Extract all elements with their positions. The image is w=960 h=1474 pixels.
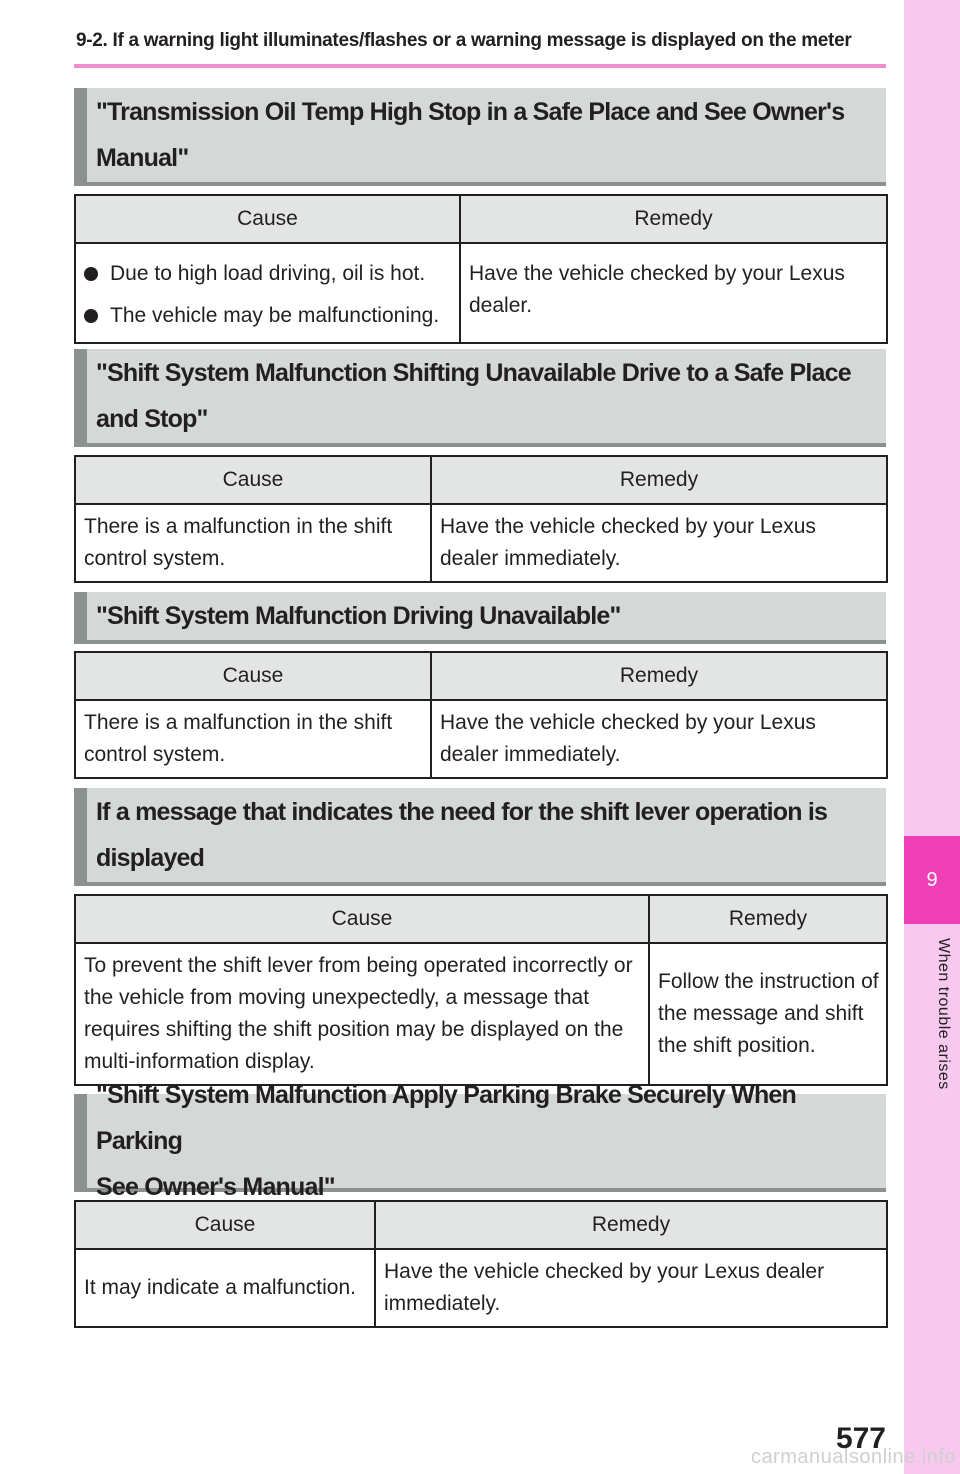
running-header: 9-2. If a warning light illuminates/flashes or a warning message is displayed on the meter [76,30,852,51]
section-heading-driving-unavailable [74,592,886,644]
cause-header: Cause [75,1201,375,1249]
cause-cell: It may indicate a malfunction. [75,1249,375,1327]
bullet-icon [84,309,98,323]
watermark: carmanualsonline.info [750,1446,956,1468]
chapter-side-tab [904,0,960,1474]
section-heading-apply-parking-brake [74,1081,886,1201]
cause-header: Cause [75,895,649,943]
heading-line: See Owner's Manual" [96,1173,335,1201]
heading-line: "Transmission Oil Temp High Stop in a Safe Place and See Owner's [96,98,845,126]
remedy-cell: Have the vehicle checked by your Lexus dealer immediately. [431,504,887,582]
remedy-header: Remedy [431,652,887,700]
cause-header: Cause [75,456,431,504]
remedy-header: Remedy [649,895,887,943]
table-header-row [75,456,887,504]
section-heading-transmission-oil [74,88,886,186]
cause-cell: To prevent the shift lever from being operated incorrectly or the vehicle from moving unexpectedly, a message that requires shifting the shift position may be displayed on the multi-information display. [75,943,649,1085]
cause-remedy-table-shifting-unavailable [74,455,888,583]
cause-remedy-table-shift-lever-message [74,894,888,1086]
cause-cell [75,243,460,343]
cause-text: Due to high load driving, oil is hot. [110,262,426,285]
bullet-icon [84,267,98,281]
remedy-header: Remedy [375,1201,887,1249]
cause-header: Cause [75,195,460,243]
table-header-row [75,895,887,943]
table-row [75,504,887,582]
heading-line: Manual" [96,144,189,172]
cause-remedy-table-transmission-oil [74,194,888,344]
cause-header: Cause [75,652,431,700]
section-heading-shift-lever-message [74,788,886,886]
table-header-row [75,1201,887,1249]
heading-line: "Shift System Malfunction Shifting Unavailable Drive to a Safe Place [96,359,851,387]
chapter-label: When trouble arises [935,938,952,1090]
heading-line: If a message that indicates the need for the shift lever operation is [96,798,828,826]
list-item [82,300,452,332]
table-row [75,243,887,343]
table-row [75,1249,887,1327]
heading-line: "Shift System Malfunction Driving Unavailable" [96,602,621,630]
table-row [75,700,887,778]
remedy-header: Remedy [431,456,887,504]
remedy-cell: Have the vehicle checked by your Lexus dealer. [460,243,887,343]
table-header-row [75,652,887,700]
table-header-row [75,195,887,243]
heading-line: displayed [96,844,205,872]
remedy-cell: Follow the instruction of the message and shift the shift position. [649,943,887,1085]
remedy-header: Remedy [460,195,887,243]
section-heading-shifting-unavailable [74,349,886,447]
cause-cell: There is a malfunction in the shift control system. [75,700,431,778]
cause-cell: There is a malfunction in the shift control system. [75,504,431,582]
page-number: 577 [835,1422,886,1455]
cause-remedy-table-apply-parking-brake [74,1200,888,1328]
remedy-cell: Have the vehicle checked by your Lexus dealer immediately. [375,1249,887,1327]
heading-line: "Shift System Malfunction Apply Parking Brake Securely When Parking [96,1081,797,1155]
chapter-number-badge: 9 [904,836,960,924]
remedy-cell: Have the vehicle checked by your Lexus dealer immediately. [431,700,887,778]
header-rule [74,64,886,68]
cause-remedy-table-driving-unavailable [74,651,888,779]
table-row [75,943,887,1085]
heading-line: and Stop" [96,405,208,433]
cause-text: The vehicle may be malfunctioning. [110,304,440,327]
list-item [82,258,452,290]
